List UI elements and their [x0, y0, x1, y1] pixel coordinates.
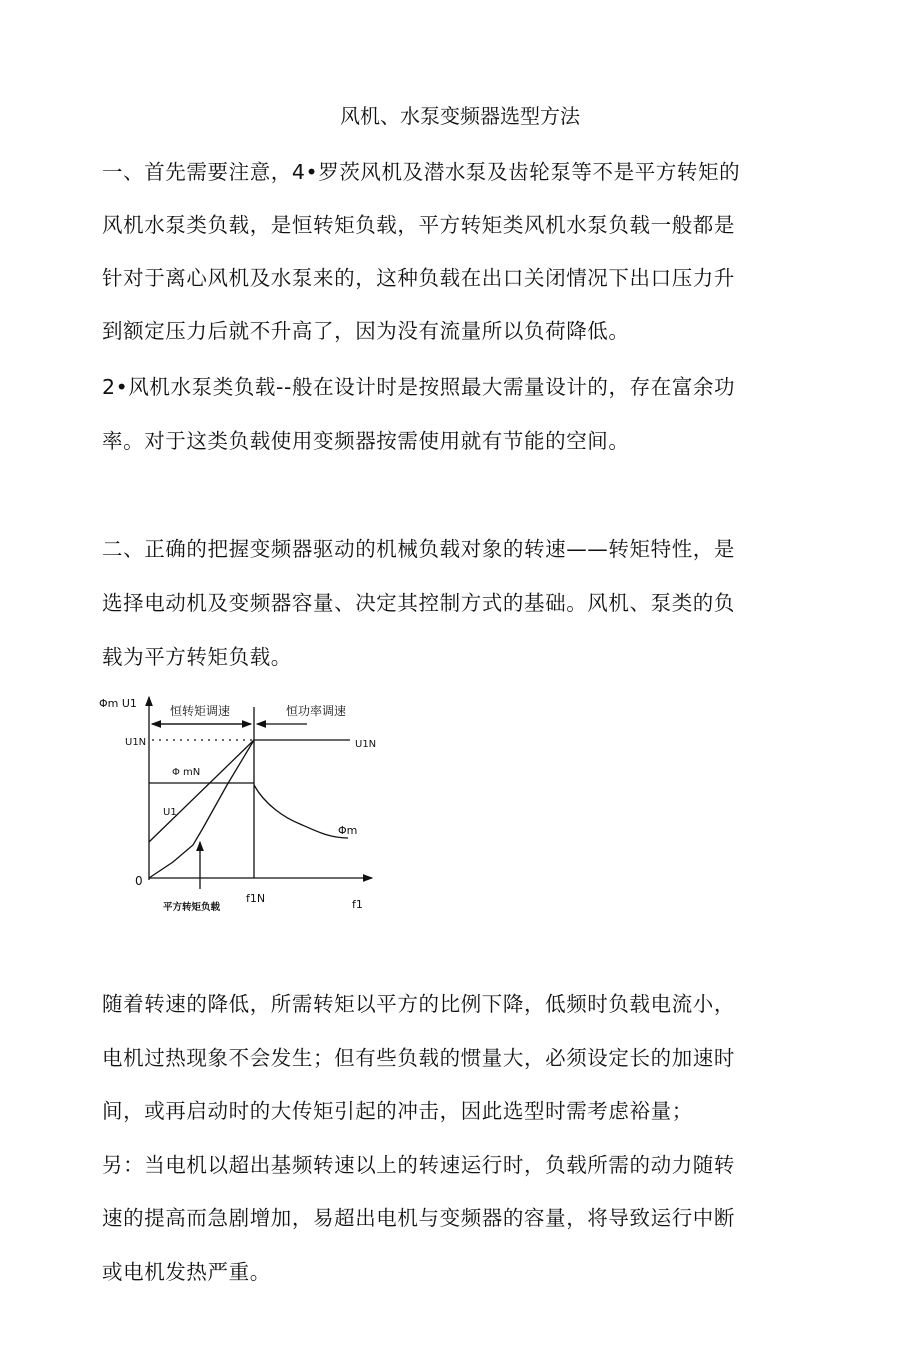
- paragraph-line: 速的提高而急剧增加，易超出电机与变频器的容量，将导致运行中断: [102, 1206, 735, 1230]
- paragraph-line: 2•风机水泵类负载--般在设计时是按照最大需量设计的，存在富余功: [102, 375, 736, 399]
- paragraph-line: 电机过热现象不会发生；但有些负载的惯量大，必须设定长的加速时: [102, 1046, 735, 1070]
- y-axis-label: Φm U1: [99, 697, 137, 710]
- f1-label: f1: [352, 898, 363, 911]
- document-title: 风机、水泵变频器选型方法: [340, 104, 580, 128]
- paragraph-line: 选择电动机及变频器容量、决定其控制方式的基础。风机、泵类的负: [102, 591, 735, 615]
- u1n-left-label: U1N: [125, 737, 147, 748]
- paragraph-line: 到额定压力后就不升高了，因为没有流量所以负荷降低。: [102, 319, 630, 343]
- paragraph-line: 率。对于这类负载使用变频器按需使用就有节能的空间。: [102, 429, 630, 453]
- phi-m-label: Φm: [338, 824, 358, 837]
- u1-line: [149, 740, 254, 842]
- paragraph-line: 风机水泵类负载，是恒转矩负载，平方转矩类风机水泵负载一般都是: [102, 213, 735, 237]
- paragraph-line: 或电机发热严重。: [102, 1260, 271, 1284]
- region-right-label: 恒功率调速: [286, 704, 347, 718]
- paragraph-line: 载为平方转矩负载。: [102, 645, 292, 669]
- u1-label: U1: [163, 807, 177, 818]
- paragraph-line: 二、正确的把握变频器驱动的机械负载对象的转速——转矩特性，是: [102, 537, 735, 561]
- f1n-label: f1N: [246, 892, 266, 905]
- u1n-right-label: U1N: [355, 739, 377, 750]
- region-left-label: 恒转矩调速: [170, 704, 231, 718]
- paragraph-line: 间，或再启动时的大传矩引起的冲击，因此选型时需考虑裕量；: [102, 1099, 693, 1123]
- paragraph-line: 另：当电机以超出基频转速以上的转速运行时，负载所需的动力随转: [102, 1153, 735, 1177]
- paragraph-line: 一、首先需要注意，4•罗茨风机及潜水泵及齿轮泵等不是平方转矩的: [102, 160, 741, 184]
- origin-label: 0: [135, 874, 143, 888]
- phi-mn-label: Φ mN: [172, 767, 201, 778]
- paragraph-line: 随着转速的降低，所需转矩以平方的比例下降，低频时负载电流小，: [102, 992, 735, 1016]
- square-load-label: 平方转矩负载: [163, 902, 221, 913]
- paragraph-line: 针对于离心风机及水泵来的，这种负载在出口关闭情况下出口压力升: [102, 266, 735, 290]
- phi-m-curve: [254, 785, 348, 838]
